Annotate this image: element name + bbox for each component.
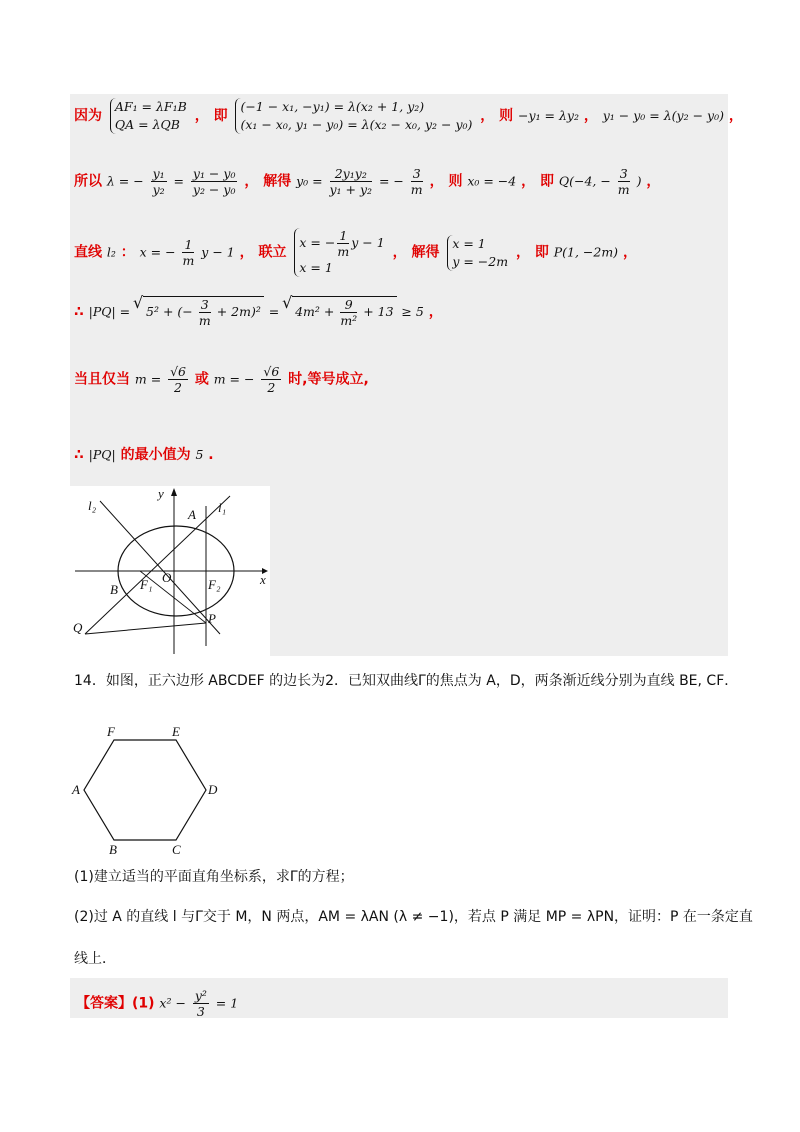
solution-line-5 (74, 364, 369, 395)
y-axis-arrow (171, 488, 177, 496)
q-point-post: ) (636, 173, 642, 189)
fraction: $\frac{1}{m}$ (182, 237, 195, 268)
comma: ， (429, 173, 444, 190)
jiede-word: 解得 (411, 244, 440, 261)
fraction: $\frac{3}{m}$ (617, 166, 630, 197)
label-p: P (208, 611, 216, 626)
fraction: $\frac{√6}{2}$ (170, 364, 186, 395)
comma: ， (428, 304, 443, 320)
ze-word: 则 (448, 173, 463, 190)
ellipse-diagram (70, 486, 270, 656)
therefore-symbol: ∴ (74, 447, 84, 463)
label-a: A (72, 782, 80, 797)
therefore-symbol: ∴ (74, 304, 84, 320)
label-f2: F₂ (208, 577, 221, 592)
system-4: x = 1 y = −2m (447, 235, 508, 271)
fraction: $\frac{√6}{2}$ (263, 364, 280, 395)
sys1-line1: AF₁ = λF₁B (114, 99, 187, 114)
ze-word: 则 (499, 108, 514, 124)
problem-14-part-2: (2)过 A 的直线 l 与Γ交于 M，N 两点，AM = λAN (λ ≠ −1)，若点 P 满足 MP = λPN，证明：P 在一条定直 (74, 909, 753, 925)
hexagon (84, 740, 206, 840)
huo-word: 或 (194, 371, 209, 388)
m1-pre: m = (134, 371, 162, 387)
min-pq: |PQ| (88, 447, 116, 462)
equal-text: 时,等号成立, (288, 371, 369, 388)
comma: ， (480, 108, 495, 124)
label-o: O (162, 570, 172, 585)
label-y: y (158, 486, 164, 501)
comma: ， (392, 244, 407, 261)
comma: ， (622, 244, 637, 261)
label-b: B (109, 842, 117, 857)
solution-line-3 (74, 228, 637, 277)
fraction: $\frac{\text{y²}}{3}$ (194, 988, 207, 1019)
comma: ， (728, 108, 743, 124)
solution-line-6 (74, 444, 214, 464)
solution-line-1 (74, 98, 743, 134)
segment-qp (85, 623, 206, 634)
p-point: P(1, −2m) (553, 244, 619, 260)
label-c: C (172, 842, 181, 857)
equals: = (268, 304, 280, 319)
solution-line-4 (74, 296, 443, 328)
comma: ， (583, 108, 598, 124)
fraction: $\frac{\text{y₁}}{\text{y₂}}$ (152, 166, 165, 197)
sqrt-expression-1: √ 5² + (− $\frac{3}{m}$ + 2m)² (143, 296, 264, 328)
sys2-line1: (−1 − x₁, −y₁) = λ(x₂ + 1, y₂) (240, 99, 425, 114)
l2-label: l₂ (106, 244, 116, 260)
hexagon-figure (70, 720, 230, 860)
pq-lhs: |PQ| = (88, 304, 131, 319)
suoyi-word: 所以 (74, 173, 102, 190)
ji-word: 即 (213, 108, 228, 124)
comma: ， (244, 173, 259, 190)
l2-eq-pre: x = − (139, 244, 176, 260)
sqrt-expression-2: √ 4m² + $\frac{9}{\text{m²}}$ + 13 (292, 296, 396, 328)
answer-label: 【答案】(1) (76, 995, 155, 1012)
comma: ， (646, 173, 661, 190)
label-e: E (172, 724, 180, 739)
m2-pre: m = − (213, 371, 255, 387)
min-value: 5 (195, 447, 204, 462)
label-l1: l₁ (218, 500, 227, 515)
answer-block (70, 978, 728, 1018)
comma: ， (194, 108, 209, 124)
answer-eq-pre: x² − (159, 995, 186, 1011)
sys1-line2: QA = λQB (114, 117, 180, 132)
comma: ， (521, 173, 536, 190)
label-l2: l₂ (88, 498, 97, 513)
hexagon-diagram (70, 720, 230, 860)
problem-14-part-1: (1)建立适当的平面直角坐标系，求Γ的方程； (74, 869, 354, 885)
colon: ： (120, 244, 135, 261)
label-f: F (107, 724, 115, 739)
fraction: $\frac{\text{y₁ − y₀}}{\text{y₂ − y₀}}$ (192, 166, 236, 197)
sys2-line2: (x₁ − x₀, y₁ − y₀) = λ(x₂ − x₀, y₂ − y₀) (240, 117, 473, 132)
jiede-word: 解得 (263, 173, 292, 190)
period: . (208, 447, 214, 463)
ji-word: 即 (540, 173, 554, 190)
system-3: x = − $\frac{1}{m}$ y − 1 x = 1 (294, 228, 384, 277)
l2-eq-post: y − 1 (201, 244, 235, 260)
comma: ， (515, 244, 530, 261)
label-b: B (110, 582, 118, 597)
label-d: D (208, 782, 218, 797)
min-text: 的最小值为 (120, 447, 191, 463)
q-point-pre: Q(−4, − (558, 173, 611, 189)
dang-word: 当且仅当 (74, 371, 130, 388)
label-a: A (188, 507, 196, 522)
fraction: $\frac{\text{2y₁y₂}}{\text{y₁ + y₂}}$ (329, 166, 373, 197)
eq-a: −y₁ = λy₂ (518, 108, 579, 123)
answer-content (76, 988, 238, 1019)
answer-eq-post: = 1 (215, 995, 239, 1011)
solution-line-2: 所以 λ = − $\frac{\text{y₁}}{\text{y₂}}$ = $\frac{\text{y₁ − y₀}}{\text{y₂ − y₀}}$ ， 解得 y₀ = $\frac{\text{2y₁y₂}}{\text{y₁ + y₂}}$ = − $\frac{3}{m}$ ， 则 x₀ = −4 ， 即 Q(−4, − $\frac{3}{m}$ ) ， (74, 166, 661, 197)
label-q: Q (73, 620, 83, 635)
coordinate-system (235, 98, 472, 134)
lianli-word: 联立 (258, 244, 287, 261)
label-f1: F₁ (140, 577, 153, 592)
fraction: $\frac{3}{m}$ (410, 166, 423, 197)
zhixian-word: 直线 (74, 244, 102, 261)
problem-14-part-2-continued: 线上． (74, 951, 116, 967)
equals-minus: = − (378, 173, 404, 189)
lambda-lhs: λ = − (106, 173, 144, 189)
y0-lhs: y₀ = (296, 173, 323, 189)
x0-eq: x₀ = −4 (467, 173, 517, 189)
comma: ， (239, 244, 254, 261)
ji-word: 即 (534, 244, 549, 261)
because-word: 因为 (74, 108, 102, 124)
label-x: x (260, 572, 266, 587)
ellipse-figure (70, 486, 270, 656)
problem-14-statement: 14．如图，正六边形 ABCDEF 的边长为2．已知双曲线Γ的焦点为 A，D，两条渐近线分别为直线 BE, CF． (74, 673, 739, 689)
vector-system-1 (110, 98, 187, 134)
eq-b: y₁ − y₀ = λ(y₂ − y₀) (602, 108, 724, 123)
pq-ge-five: ≥ 5 (401, 304, 424, 319)
